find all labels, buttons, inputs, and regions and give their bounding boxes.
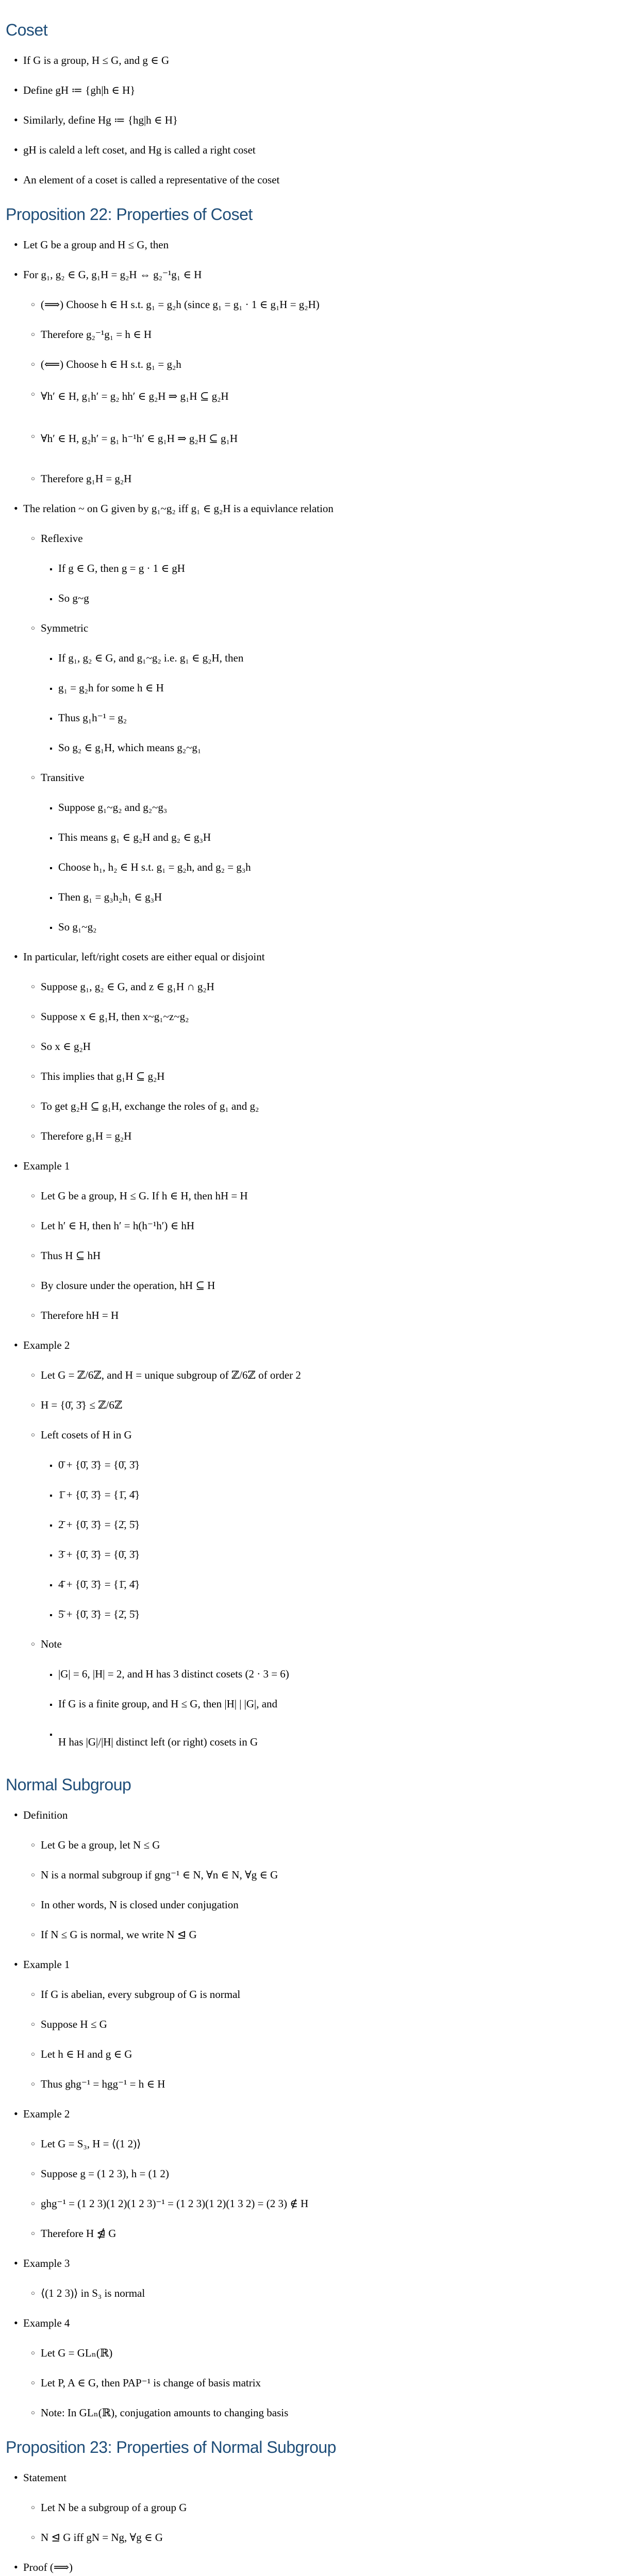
item-text: So x ∈ g₂H <box>41 1040 91 1053</box>
list-item <box>0 45 632 75</box>
list-item <box>0 2522 632 2552</box>
list-item <box>0 1920 632 1950</box>
item-text: In particular, left/right cosets are either equal or disjoint <box>23 951 265 963</box>
section-heading: Coset <box>6 21 48 39</box>
bullet-square-icon <box>49 561 53 578</box>
list-item <box>0 1211 632 1241</box>
list-item <box>0 230 632 260</box>
item-text: Note <box>41 1638 62 1650</box>
bullet-disc-icon <box>14 1337 18 1353</box>
bullet-square-icon <box>49 1577 53 1594</box>
bullet-circle-icon <box>31 2136 35 2153</box>
bullet-disc-icon <box>14 501 18 516</box>
list-item <box>0 421 632 464</box>
list-item <box>0 165 632 195</box>
bullet-square-icon <box>49 710 53 727</box>
item-text: 5̄ + {0̄, 3̄} = {2̄, 5̄} <box>58 1608 140 1620</box>
item-text: If g ∈ G, then g = g · 1 ∈ gH <box>58 562 185 574</box>
bullet-square-icon <box>49 800 53 817</box>
list-item <box>0 379 632 421</box>
list-item <box>0 75 632 105</box>
bullet-list <box>0 230 632 1765</box>
list-item <box>0 2129 632 2159</box>
list-item <box>0 1031 632 1061</box>
item-text: By closure under the operation, hH ⊆ H <box>41 1279 215 1292</box>
list-item <box>0 2099 632 2129</box>
item-text: For g₁, g₂ ∈ G, g₁H = g₂H ⇔ g₂⁻¹g₁ ∈ H <box>23 268 202 281</box>
bullet-circle-icon <box>31 1427 35 1444</box>
list-item <box>0 523 632 553</box>
item-text: Symmetric <box>41 622 89 634</box>
item-text: Let G be a group and H ≤ G, then <box>23 239 169 251</box>
item-text: Let N be a subgroup of a group G <box>41 2501 187 2514</box>
item-text: N ⊴ G iff gN = Ng, ∀g ∈ G <box>41 2531 163 2544</box>
item-text: So g~g <box>58 592 89 604</box>
list-item <box>0 1300 632 1330</box>
bullet-circle-icon <box>31 2530 35 2547</box>
item-text: Suppose g₁, g₂ ∈ G, and z ∈ g₁H ∩ g₂H <box>41 980 214 993</box>
item-text: Suppose H ≤ G <box>41 2018 107 2030</box>
bullet-disc-icon <box>14 2560 18 2575</box>
list-item <box>0 2218 632 2248</box>
list-item <box>0 972 632 1002</box>
bullet-circle-icon <box>31 1188 35 1205</box>
list-item <box>0 1800 632 1830</box>
item-text: This means g₁ ∈ g₂H and g₂ ∈ g₃H <box>58 831 211 843</box>
list-item <box>0 792 632 822</box>
item-text: Proof (⟹) <box>23 2561 73 2573</box>
bullet-circle-icon <box>31 1867 35 1884</box>
list-item <box>0 1659 632 1689</box>
list-item <box>0 553 632 583</box>
item-text: Example 1 <box>23 1958 70 1971</box>
list-item <box>0 673 632 703</box>
item-text: Thus ghg⁻¹ = hgg⁻¹ = h ∈ H <box>41 2078 165 2090</box>
bullet-circle-icon <box>31 1897 35 1914</box>
list-item <box>0 349 632 379</box>
bullet-circle-icon <box>31 2076 35 2093</box>
list-item <box>0 1181 632 1211</box>
item-text: Therefore H ⋬ G <box>41 2227 117 2240</box>
item-text: Therefore g₁H = g₂H <box>41 472 132 485</box>
bullet-disc-icon <box>14 237 18 252</box>
bullet-square-icon <box>49 1606 53 1623</box>
item-text: If G is a finite group, and H ≤ G, then |H| | |G|, and <box>58 1698 278 1710</box>
bullet-circle-icon <box>31 1039 35 1056</box>
item-text: Thus H ⊆ hH <box>41 1249 101 1262</box>
item-text: This implies that g₁H ⊆ g₂H <box>41 1070 165 1082</box>
bullet-square-icon <box>49 829 53 846</box>
item-text: Let G be a group, let N ≤ G <box>41 1839 160 1851</box>
list-item <box>0 1890 632 1920</box>
bullet-disc-icon <box>14 949 18 964</box>
list-item <box>0 2278 632 2308</box>
list-item <box>0 1979 632 2009</box>
bullet-circle-icon <box>31 1308 35 1325</box>
list-item <box>0 1121 632 1151</box>
bullet-circle-icon <box>31 1278 35 1295</box>
list-item <box>0 882 632 912</box>
list-item <box>0 583 632 613</box>
item-text: 4̄ + {0̄, 3̄} = {1̄, 4̄} <box>58 1578 140 1590</box>
item-text: Therefore g₁H = g₂H <box>41 1130 132 1142</box>
list-item <box>0 464 632 494</box>
bullet-disc-icon <box>14 112 18 128</box>
item-text: (⟹) Choose h ∈ H s.t. g₁ = g₂h (since g₁ = g₁ · 1 ∈ g₁H = g₂H) <box>41 298 320 311</box>
list-item <box>0 1002 632 1031</box>
bullet-disc-icon <box>14 82 18 98</box>
item-text: If G is abelian, every subgroup of G is normal <box>41 1988 241 2001</box>
bullet-square-icon <box>49 680 53 697</box>
bullet-square-icon <box>49 1547 53 1564</box>
item-text: Define gH ≔ {gh|h ∈ H} <box>23 84 136 96</box>
bullet-disc-icon <box>14 1807 18 1823</box>
item-text: Suppose x ∈ g₁H, then x~g₁~z~g₂ <box>41 1010 189 1023</box>
item-text: Suppose g₁~g₂ and g₂~g₃ <box>58 801 168 814</box>
bullet-square-icon <box>49 650 53 667</box>
list-item <box>0 822 632 852</box>
bullet-circle-icon <box>31 2285 35 2302</box>
list-item <box>0 1061 632 1091</box>
list-item <box>0 1330 632 1360</box>
item-text: If N ≤ G is normal, we write N ⊴ G <box>41 1928 197 1941</box>
bullet-square-icon <box>49 1726 53 1743</box>
list-item <box>0 260 632 290</box>
list-item <box>0 319 632 349</box>
list-item <box>0 1151 632 1181</box>
bullet-square-icon <box>49 919 53 936</box>
list-item <box>0 942 632 972</box>
list-item <box>0 2189 632 2218</box>
bullet-circle-icon <box>31 2405 35 2422</box>
item-text: H = {0̄, 3̄} ≤ ℤ/6ℤ <box>41 1399 123 1411</box>
item-text: Therefore hH = H <box>41 1309 119 1321</box>
list-item <box>0 2398 632 2428</box>
list-item <box>0 1599 632 1629</box>
item-text: Example 3 <box>23 2257 70 2269</box>
bullet-square-icon <box>49 889 53 906</box>
item-text: Example 2 <box>23 2108 70 2120</box>
bullet-disc-icon <box>14 2256 18 2271</box>
bullet-circle-icon <box>31 1248 35 1265</box>
list-item <box>0 2493 632 2522</box>
bullet-circle-icon <box>31 2166 35 2183</box>
list-item <box>0 2039 632 2069</box>
item-text: Reflexive <box>41 532 83 545</box>
bullet-list <box>0 2463 632 2576</box>
bullet-square-icon <box>49 1457 53 1474</box>
list-item <box>0 2552 632 2576</box>
bullet-circle-icon <box>31 386 35 403</box>
item-text: Suppose g = (1 2 3), h = (1 2) <box>41 2167 169 2180</box>
bullet-circle-icon <box>31 2046 35 2063</box>
item-text: So g₁~g₂ <box>58 921 97 933</box>
bullet-disc-icon <box>14 1957 18 1972</box>
item-text: Thus g₁h⁻¹ = g₂ <box>58 711 127 724</box>
list-item <box>0 1270 632 1300</box>
bullet-circle-icon <box>31 327 35 344</box>
list-item <box>0 1689 632 1719</box>
bullet-circle-icon <box>31 1927 35 1944</box>
item-text: Transitive <box>41 771 85 784</box>
list-item <box>0 1569 632 1599</box>
list-item <box>0 852 632 882</box>
item-text: Let P, A ∈ G, then PAP⁻¹ is change of basis matrix <box>41 2377 261 2389</box>
item-text: N is a normal subgroup if gng⁻¹ ∈ N, ∀n ∈ N, ∀g ∈ G <box>41 1869 278 1881</box>
item-text: Then g₁ = g₃h₂h₁ ∈ g₃H <box>58 891 162 903</box>
bullet-disc-icon <box>14 267 18 282</box>
bullet-disc-icon <box>14 1158 18 1174</box>
list-item <box>0 2368 632 2398</box>
item-text: Let G = ℤ/6ℤ, and H = unique subgroup of ℤ/6ℤ of order 2 <box>41 1369 301 1381</box>
list-item <box>0 1719 632 1765</box>
item-text: |G| = 6, |H| = 2, and H has 3 distinct cosets (2 · 3 = 6) <box>58 1668 289 1680</box>
list-item <box>0 1539 632 1569</box>
bullet-square-icon <box>49 1666 53 1683</box>
bullet-circle-icon <box>31 2375 35 2392</box>
item-text: In other words, N is closed under conjugation <box>41 1899 239 1911</box>
bullet-list <box>0 1800 632 2428</box>
list-item <box>0 290 632 319</box>
list-item <box>0 1480 632 1510</box>
item-text: H has |G|/|H| distinct left (or right) cosets in G <box>58 1736 258 1748</box>
list-item <box>0 733 632 762</box>
list-item <box>0 1830 632 1860</box>
item-text: The relation ~ on G given by g₁~g₂ iff g₁ ∈ g₂H is a equivlance relation <box>23 502 334 515</box>
bullet-circle-icon <box>31 1636 35 1653</box>
list-item <box>0 643 632 673</box>
list-item <box>0 2248 632 2278</box>
bullet-circle-icon <box>31 1367 35 1384</box>
item-text: ⟨(1 2 3)⟩ in S₃ is normal <box>41 2287 145 2299</box>
item-text: Therefore g₂⁻¹g₁ = h ∈ H <box>41 328 152 341</box>
list-item <box>0 2463 632 2493</box>
bullet-square-icon <box>49 1696 53 1713</box>
section-heading: Proposition 23: Properties of Normal Subgroup <box>6 2438 336 2456</box>
bullet-circle-icon <box>31 620 35 637</box>
bullet-circle-icon <box>31 357 35 374</box>
section-heading: Proposition 22: Properties of Coset <box>6 205 253 224</box>
bullet-circle-icon <box>31 2196 35 2213</box>
item-text: Definition <box>23 1809 68 1821</box>
bullet-square-icon <box>49 1487 53 1504</box>
bullet-disc-icon <box>14 2106 18 2122</box>
item-text: 2̄ + {0̄, 3̄} = {2̄, 5̄} <box>58 1518 140 1531</box>
item-text: Statement <box>23 2471 66 2484</box>
list-item <box>0 912 632 942</box>
bullet-circle-icon <box>31 1837 35 1854</box>
item-text: gH is caleld a left coset, and Hg is called a right coset <box>23 144 256 156</box>
item-text: Let G be a group, H ≤ G. If h ∈ H, then hH = H <box>41 1190 248 1202</box>
list-item <box>0 2159 632 2189</box>
bullet-circle-icon <box>31 1098 35 1115</box>
list-item <box>0 1860 632 1890</box>
item-text: 3̄ + {0̄, 3̄} = {0̄, 3̄} <box>58 1548 140 1561</box>
bullet-circle-icon <box>31 1069 35 1086</box>
bullet-circle-icon <box>31 1987 35 2004</box>
list-item <box>0 2009 632 2039</box>
bullet-square-icon <box>49 740 53 757</box>
bullet-circle-icon <box>31 1218 35 1235</box>
item-text: Let h ∈ H and g ∈ G <box>41 2048 132 2060</box>
item-text: Example 1 <box>23 1160 70 1172</box>
list-item <box>0 703 632 733</box>
item-text: To get g₂H ⊆ g₁H, exchange the roles of g₁ and g₂ <box>41 1100 259 1112</box>
list-item <box>0 1629 632 1659</box>
bullet-square-icon <box>49 859 53 876</box>
item-text: 0̄ + {0̄, 3̄} = {0̄, 3̄} <box>58 1459 140 1471</box>
item-text: ghg⁻¹ = (1 2 3)(1 2)(1 2 3)⁻¹ = (1 2 3)(1 2)(1 3 2) = (2 3) ∉ H <box>41 2197 309 2210</box>
item-text: Let h′ ∈ H, then h′ = h(h⁻¹h′) ∈ hH <box>41 1219 195 1232</box>
item-text: Example 2 <box>23 1339 70 1351</box>
bullet-circle-icon <box>31 2016 35 2033</box>
item-text: g₁ = g₂h for some h ∈ H <box>58 682 164 694</box>
list-item <box>0 2338 632 2368</box>
bullet-circle-icon <box>31 531 35 548</box>
section-heading: Normal Subgroup <box>6 1775 131 1794</box>
bullet-disc-icon <box>14 2470 18 2485</box>
item-text: Example 4 <box>23 2317 70 2329</box>
bullet-disc-icon <box>14 142 18 158</box>
bullet-circle-icon <box>31 979 35 996</box>
bullet-circle-icon <box>31 471 35 488</box>
item-text: If g₁, g₂ ∈ G, and g₁~g₂ i.e. g₁ ∈ g₂H, then <box>58 652 244 664</box>
bullet-circle-icon <box>31 297 35 314</box>
list-item <box>0 2069 632 2099</box>
list-item <box>0 494 632 523</box>
list-item <box>0 1360 632 1390</box>
list-item <box>0 1390 632 1420</box>
item-text: (⟸) Choose h ∈ H s.t. g₁ = g₂h <box>41 358 181 370</box>
bullet-disc-icon <box>14 172 18 188</box>
item-text: So g₂ ∈ g₁H, which means g₂~g₁ <box>58 741 202 754</box>
item-text: Left cosets of H in G <box>41 1429 132 1441</box>
bullet-square-icon <box>49 590 53 607</box>
list-item <box>0 1091 632 1121</box>
bullet-circle-icon <box>31 2226 35 2243</box>
item-text: Let G = GLₙ(ℝ) <box>41 2347 113 2359</box>
bullet-square-icon <box>49 1517 53 1534</box>
item-text: 1̄ + {0̄, 3̄} = {1̄, 4̄} <box>58 1488 140 1501</box>
list-item <box>0 1450 632 1480</box>
item-text: Note: In GLₙ(ℝ), conjugation amounts to changing basis <box>41 2406 289 2419</box>
list-item <box>0 135 632 165</box>
list-item <box>0 105 632 135</box>
bullet-circle-icon <box>31 429 35 446</box>
item-text: If G is a group, H ≤ G, and g ∈ G <box>23 54 170 66</box>
list-item <box>0 613 632 643</box>
list-item <box>0 1241 632 1270</box>
item-text: ∀h′ ∈ H, g₁h′ = g₂ hh′ ∈ g₂H ⇒ g₁H ⊆ g₂H <box>41 390 229 402</box>
bullet-disc-icon <box>14 2315 18 2331</box>
bullet-circle-icon <box>31 1397 35 1414</box>
item-text: Choose h₁, h₂ ∈ H s.t. g₁ = g₂h, and g₂ = g₃h <box>58 861 251 873</box>
bullet-circle-icon <box>31 1128 35 1145</box>
list-item <box>0 762 632 792</box>
list-item <box>0 1950 632 1979</box>
item-text: Similarly, define Hg ≔ {hg|h ∈ H} <box>23 114 178 126</box>
list-item <box>0 1420 632 1450</box>
list-item <box>0 1510 632 1539</box>
bullet-disc-icon <box>14 53 18 68</box>
list-item <box>0 2308 632 2338</box>
bullet-circle-icon <box>31 770 35 787</box>
item-text: An element of a coset is called a representative of the coset <box>23 174 280 186</box>
bullet-list <box>0 45 632 195</box>
item-text: Let G = S₃, H = ⟨(1 2)⟩ <box>41 2138 141 2150</box>
bullet-circle-icon <box>31 1009 35 1026</box>
item-text: ∀h′ ∈ H, g₂h′ = g₁ h⁻¹h′ ∈ g₁H ⇒ g₂H ⊆ g₁H <box>41 432 238 445</box>
bullet-circle-icon <box>31 2345 35 2362</box>
bullet-circle-icon <box>31 2500 35 2517</box>
